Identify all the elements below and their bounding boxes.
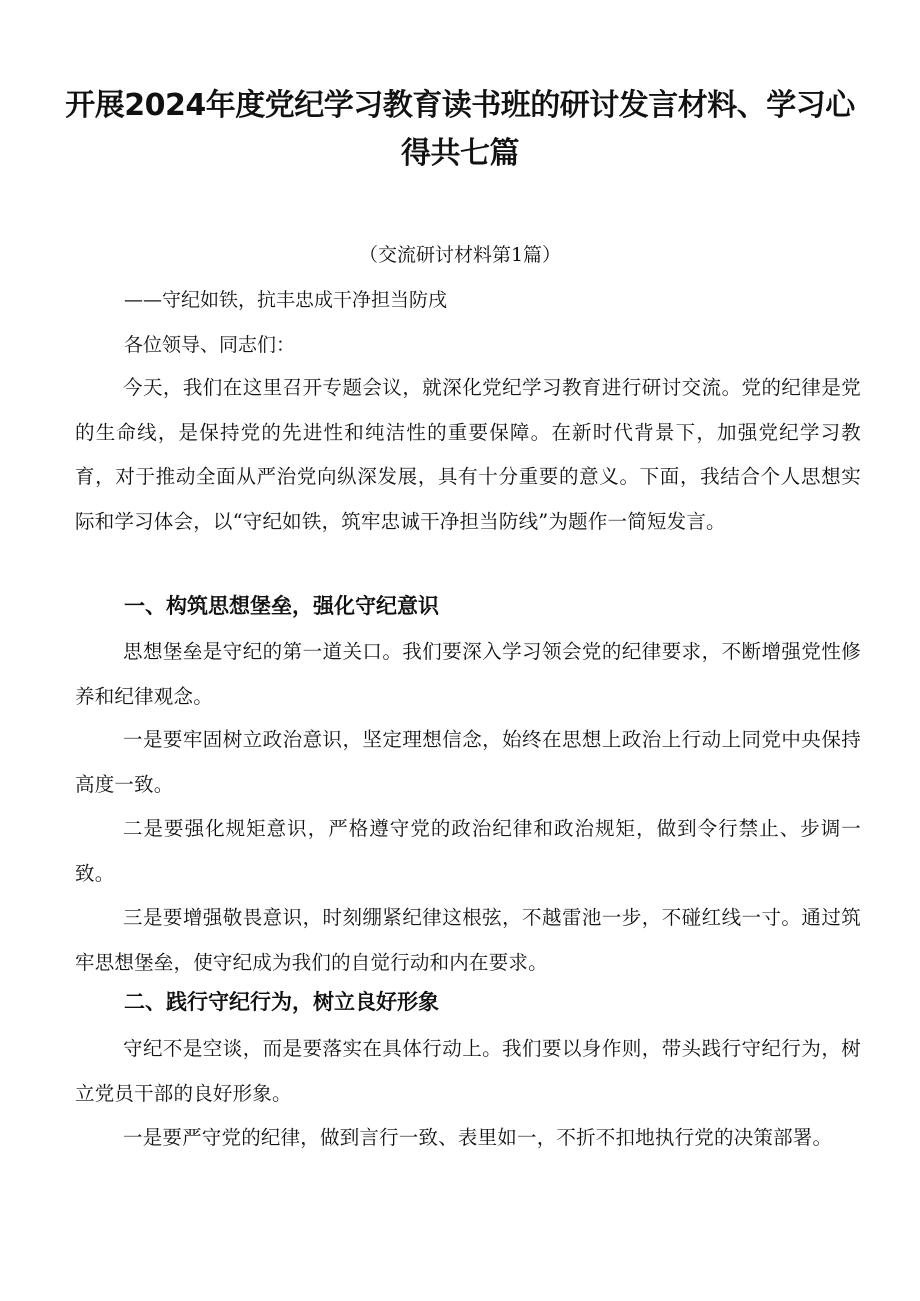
section1-point-3: 三是要增强敬畏意识，时刻绷紧纪律这根弦，不越雷池一步，不碰红线一寸。通过筑牢思想堡垒，使守纪成为我们的自觉行动和内在要求。: [75, 906, 861, 974]
document-title: 开展2024年度党纪学习教育读书班的研讨发言材料、学习心得共七篇: [65, 88, 855, 171]
theme-line: ——守纪如铁，抗丰忠成干净担当防戌: [124, 289, 448, 311]
section1-point-2: 二是要强化规矩意识，严格遵守党的政治纪律和政治规矩，做到令行禁止、步调一致。: [75, 817, 861, 885]
section2-point-1: 一是要严守党的纪律，做到言行一致、表里如一，不折不扣地执行党的决策部署。: [123, 1126, 833, 1149]
section-heading-2: 二、践行守纪行为，树立良好形象: [124, 990, 439, 1014]
intro-paragraph: 今天，我们在这里召开专题会议，就深化党纪学习教育进行研讨交流。党的纪律是党的生命线，是保持党的先进性和纯洁性的重要保障。在新时代背景下，加强党纪学习教育，对于推动全面从严治党向纵深发展，具有十分重要的意义。下面，我结合个人思想实际和学习体会，以“守纪如铁，筑牢忠诚干净担当防线”为题作一简短发言。: [75, 376, 861, 533]
section2-intro-paragraph: 守纪不是空谈，而是要落实在具体行动上。我们要以身作则，带头践行守纪行为，树立党员干部的良好形象。: [75, 1037, 861, 1105]
document-subtitle: （交流研讨材料第1篇）: [358, 244, 562, 266]
greeting: 各位领导、同志们：: [124, 334, 296, 356]
section-heading-1: 一、构筑思想堡垒，强化守纪意识: [124, 594, 439, 618]
section1-intro-paragraph: 思想堡垒是守纪的第一道关口。我们要深入学习领会党的纪律要求，不断增强党性修养和纪律观念。: [75, 640, 861, 708]
section1-point-1: 一是要牢固树立政治意识，坚定理想信念，始终在思想上政治上行动上同党中央保持高度一致。: [75, 728, 861, 796]
